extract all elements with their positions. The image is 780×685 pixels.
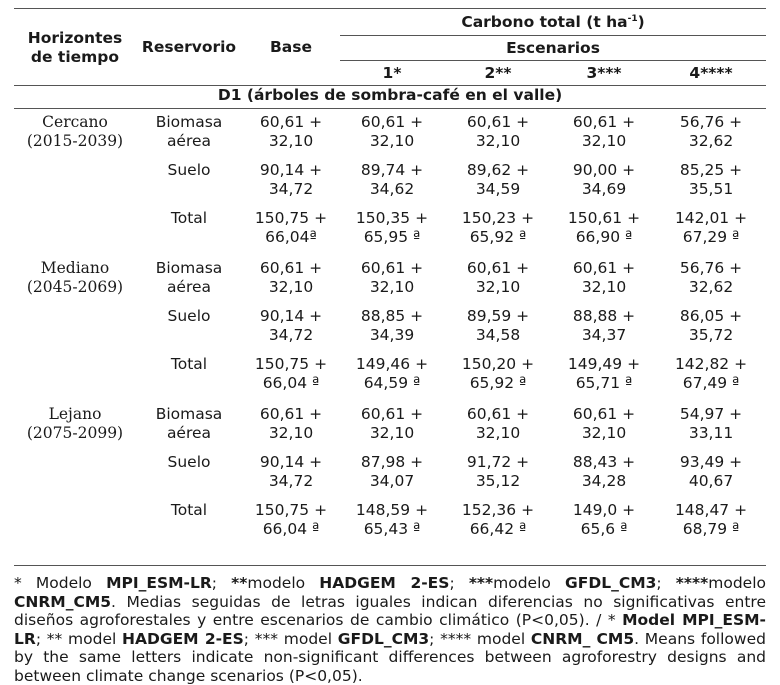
header-horizon-line1: Horizontes [27,29,123,47]
value-cell-base [242,255,340,303]
table-row [14,401,766,449]
value-line: 32,62 [688,132,734,150]
footnote-text: . Means followed by the same letters indicate non-significant differences between agroforestry designs and between climate change scenarios (P<0,05). [14,629,766,685]
footnote-model: CNRM_CM5 [14,592,112,611]
value-line: 34,62 [369,180,415,198]
reservoir-line: Biomasa [155,405,223,423]
reservoir-cell [136,303,242,351]
value-line: 88,88 + [572,307,636,325]
value-line: 65,43 ª [363,520,421,538]
reservoir-line: Total [170,209,208,227]
footnote-text: ; [656,574,676,592]
value-cell-base [242,497,340,547]
value-cell-s4 [656,351,766,401]
value-line: 150,35 + [355,209,429,227]
value-line: 60,61 + [360,113,424,131]
value-line: 150,75 + [254,501,328,519]
value-cell-s1 [340,205,444,255]
reservoir-cell [136,157,242,205]
value-line: 56,76 + [679,113,743,131]
value-line: 32,10 [475,132,521,150]
value-cell-s1 [340,497,444,547]
value-cell-s2 [444,157,552,205]
value-cell-s4 [656,401,766,449]
header-horizon-line2: de tiempo [30,48,120,66]
value-cell-s2 [444,205,552,255]
value-line: 89,74 + [360,161,424,179]
value-line: 32,10 [581,424,627,442]
horizon-line: Cercano [42,113,108,131]
value-cell-s4 [656,255,766,303]
value-line: 85,25 + [679,161,743,179]
footnote-model: GFDL_CM3 [337,629,430,648]
value-line: 66,42 ª [469,520,527,538]
value-line: 32,62 [688,278,734,296]
value-cell-base [242,303,340,351]
value-line: 150,20 + [461,355,535,373]
value-line: 60,61 + [360,405,424,423]
footnote-model: HADGEM 2-ES [122,629,244,648]
reservoir-cell [136,255,242,303]
header-carbon-title: Carbono total (t ha [461,13,628,31]
value-line: 32,10 [369,132,415,150]
value-cell-s1 [340,449,444,497]
value-line: 65,92 ª [469,228,527,246]
horizon-cell [14,255,136,401]
reservoir-line: Suelo [167,161,211,179]
value-cell-s4 [656,205,766,255]
value-line: 56,76 + [679,259,743,277]
value-line: 152,36 + [461,501,535,519]
value-line: 34,58 [475,326,521,344]
reservoir-line: Biomasa [155,113,223,131]
value-line: 34,69 [581,180,627,198]
value-line: 60,61 + [360,259,424,277]
reservoir-line: Suelo [167,307,211,325]
value-line: 150,75 + [254,355,328,373]
value-line: 90,14 + [259,307,323,325]
value-cell-s2 [444,449,552,497]
value-cell-s3 [552,449,656,497]
value-cell-s4 [656,497,766,547]
value-line: 149,0 + [572,501,636,519]
value-line: 34,72 [268,180,314,198]
value-cell-s3 [552,205,656,255]
value-line: 60,61 + [259,405,323,423]
header-scenarios: Escenarios [340,36,766,61]
footnote-model: HADGEM 2-ES [319,574,450,592]
value-line: 148,59 + [355,501,429,519]
value-line: 150,75 + [254,209,328,227]
header-base: Base [269,37,312,56]
value-line: 88,43 + [572,453,636,471]
reservoir-line: Total [170,355,208,373]
value-line: 88,85 + [360,307,424,325]
value-cell-base [242,205,340,255]
value-line: 89,62 + [466,161,530,179]
value-line: 66,04 ª [262,520,320,538]
footnote-mark: **** [675,574,709,592]
value-line: 32,10 [475,278,521,296]
value-line: 60,61 + [466,405,530,423]
value-cell-s3 [552,351,656,401]
horizon-cell [14,401,136,547]
value-line: 64,59 ª [363,374,421,392]
value-cell-s3 [552,497,656,547]
value-cell-s3 [552,109,656,158]
header-reservoir: Reservorio [141,37,237,56]
value-line: 32,10 [268,278,314,296]
value-line: 60,61 + [466,113,530,131]
value-line: 60,61 + [572,405,636,423]
footnote-text: modelo [493,574,566,592]
value-cell-s3 [552,255,656,303]
reservoir-line: aérea [166,278,212,296]
value-cell-s1 [340,351,444,401]
value-cell-s4 [656,157,766,205]
value-line: 65,95 ª [363,228,421,246]
value-line: 32,10 [581,132,627,150]
value-cell-s2 [444,255,552,303]
value-line: 66,90 ª [575,228,633,246]
table-row [14,109,766,158]
horizon-cell [14,109,136,256]
value-line: 90,14 + [259,161,323,179]
reservoir-line [136,472,242,491]
horizon-line: (2045-2069) [26,278,124,296]
footnote-text: . Medias seguidas de letras iguales indican diferencias no significativas entre diseños agroforestales y entre escenarios de cambio climático (P<0,05). / * [14,592,766,629]
value-cell-s2 [444,497,552,547]
value-cell-base [242,449,340,497]
horizon-line: (2075-2099) [26,424,124,442]
document [14,8,766,685]
value-cell-s3 [552,401,656,449]
value-line: 148,47 + [674,501,748,519]
value-line: 32,10 [475,424,521,442]
value-line: 91,72 + [466,453,530,471]
header-scenario-3: 3*** [586,64,622,82]
footnote-mark: ** [231,574,248,592]
reservoir-line [136,520,242,539]
reservoir-line: Biomasa [155,259,223,277]
header-carbon-total [340,9,766,36]
value-cell-s4 [656,449,766,497]
header-row-1 [14,9,766,36]
value-line: 34,07 [369,472,415,490]
reservoir-line: Total [170,501,208,519]
footnote-text: * Modelo [14,574,107,592]
value-line: 34,72 [268,326,314,344]
footnote-text: modelo [708,574,766,592]
value-line: 34,37 [581,326,627,344]
value-line: 34,72 [268,472,314,490]
reservoir-cell [136,351,242,401]
footnote-model: Model MPI_ESM-LR [14,611,766,648]
footnote-text: ; **** model [429,629,531,648]
horizon-line: Lejano [48,405,102,423]
value-line: 142,82 + [674,355,748,373]
value-line: 93,49 + [679,453,743,471]
value-cell-s1 [340,401,444,449]
horizon-line: Mediano [40,259,110,277]
header-scenario-4: 4**** [689,64,733,82]
value-line: 35,12 [475,472,521,490]
value-line: 33,11 [688,424,734,442]
reservoir-line [136,228,242,247]
value-cell-base [242,401,340,449]
header-horizon [14,9,136,86]
footnote-text: ; [449,574,469,592]
footnote-text: modelo [247,574,320,592]
reservoir-line: Suelo [167,453,211,471]
value-line: 54,97 + [679,405,743,423]
value-line: 60,61 + [259,259,323,277]
reservoir-line [136,326,242,345]
value-cell-base [242,157,340,205]
value-line: 35,51 [688,180,734,198]
value-cell-s3 [552,303,656,351]
value-cell-base [242,351,340,401]
header-scenario-1: 1* [382,64,402,82]
value-line: 32,10 [369,278,415,296]
value-line: 150,23 + [461,209,535,227]
value-cell-base [242,109,340,158]
footnote-text: ; *** model [243,629,338,648]
value-cell-s4 [656,303,766,351]
reservoir-cell [136,109,242,158]
value-line: 32,10 [369,424,415,442]
value-line: 68,79 ª [682,520,740,538]
value-cell-s2 [444,109,552,158]
value-line: 149,49 + [567,355,641,373]
value-line: 35,72 [688,326,734,344]
value-cell-s1 [340,255,444,303]
footnote-model: MPI_ESM-LR [106,574,212,592]
value-line: 60,61 + [572,113,636,131]
value-line: 34,28 [581,472,627,490]
footnote-text: ; [211,574,232,592]
value-cell-s2 [444,351,552,401]
value-cell-s3 [552,157,656,205]
footnote-model: CNRM_ CM5 [530,629,635,648]
reservoir-line: aérea [166,132,212,150]
reservoir-cell [136,449,242,497]
value-cell-s4 [656,109,766,158]
value-line: 142,01 + [674,209,748,227]
table-row [14,255,766,303]
value-line: 60,61 + [572,259,636,277]
value-line: 86,05 + [679,307,743,325]
value-line: 150,61 + [567,209,641,227]
value-cell-s1 [340,109,444,158]
header-carbon-title-end: ) [637,13,645,31]
reservoir-cell [136,205,242,255]
value-line: 67,29 ª [682,228,740,246]
value-cell-s2 [444,303,552,351]
value-line: 87,98 + [360,453,424,471]
value-line: 65,92 ª [469,374,527,392]
reservoir-line [136,180,242,199]
value-line: 60,61 + [466,259,530,277]
value-line: 65,6 ª [580,520,628,538]
value-line: 66,04ª [265,228,317,246]
value-line: 60,61 + [259,113,323,131]
reservoir-line [136,374,242,393]
value-line: 32,10 [581,278,627,296]
value-cell-s1 [340,157,444,205]
reservoir-cell [136,497,242,547]
carbon-table [14,8,766,547]
value-cell-s2 [444,401,552,449]
value-line: 65,71 ª [575,374,633,392]
value-line: 149,46 + [355,355,429,373]
value-line: 90,14 + [259,453,323,471]
reservoir-line: aérea [166,424,212,442]
section-title: D1 (árboles de sombra-café en el valle) [14,86,766,109]
value-line: 32,10 [268,424,314,442]
value-line: 66,04 ª [262,374,320,392]
header-scenario-2: 2** [484,64,512,82]
value-line: 34,59 [475,180,521,198]
value-line: 67,49 ª [682,374,740,392]
value-cell-s1 [340,303,444,351]
value-line: 32,10 [268,132,314,150]
footnote-text: ; ** model [35,629,123,648]
value-line: 89,59 + [466,307,530,325]
value-line: 90,00 + [572,161,636,179]
footnote-model: GFDL_CM3 [565,574,657,592]
value-line: 34,39 [369,326,415,344]
horizon-line: (2015-2039) [26,132,124,150]
reservoir-cell [136,401,242,449]
footnote-mark: *** [468,574,494,592]
section-row [14,86,766,109]
footnote [14,565,766,685]
value-line: 40,67 [688,472,734,490]
header-carbon-sup: -1 [627,13,638,24]
